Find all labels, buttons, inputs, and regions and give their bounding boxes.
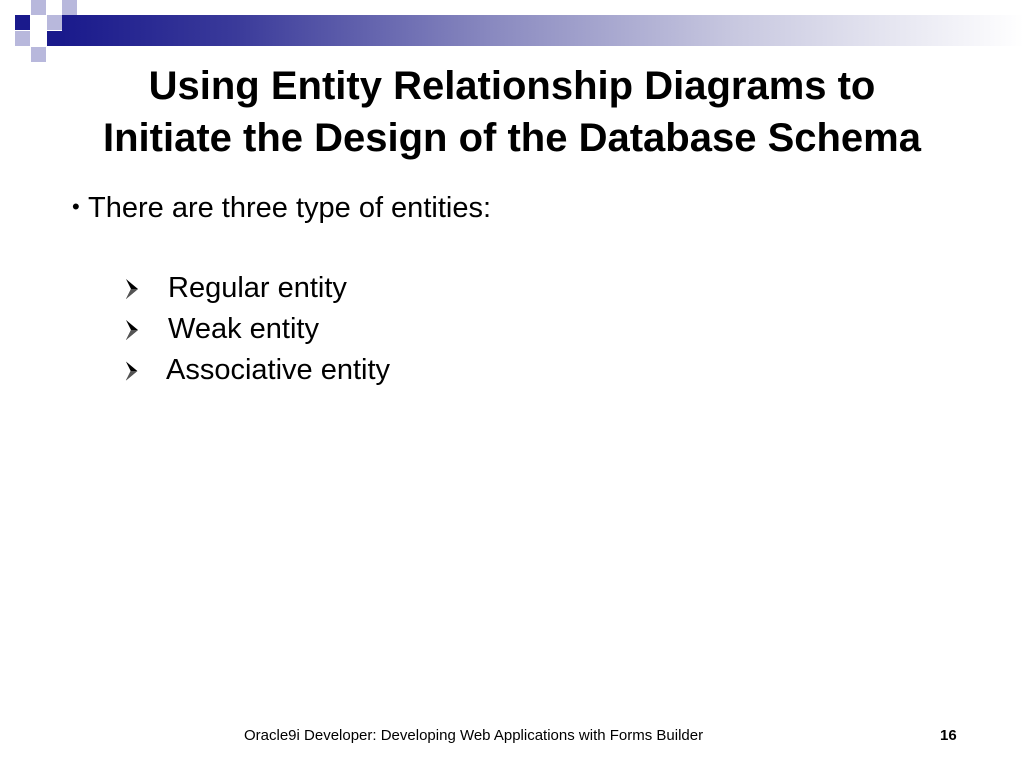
decorative-square	[47, 31, 62, 46]
decorative-square	[15, 31, 30, 46]
decorative-square	[47, 15, 62, 30]
list-item-label: Regular entity	[168, 272, 347, 304]
list-item-weak-entity	[124, 309, 390, 350]
decorative-square	[62, 0, 77, 15]
bullet-dot-icon: •	[72, 194, 80, 219]
entity-type-list	[124, 268, 390, 391]
list-item-label: Associative entity	[166, 354, 391, 386]
arrow-bullet-icon	[124, 274, 168, 304]
main-bullet	[72, 188, 491, 227]
slide-title	[0, 60, 1024, 164]
page-number: 16	[940, 727, 957, 744]
main-bullet-text: There are three type of entities:	[88, 192, 491, 224]
decorative-square	[31, 0, 46, 15]
footer-text: Oracle9i Developer: Developing Web Applications with Forms Builder	[244, 727, 704, 744]
arrow-bullet-icon	[124, 315, 168, 345]
list-item-regular-entity	[124, 268, 390, 309]
list-item-label: Weak entity	[168, 313, 319, 345]
list-item-associative-entity	[124, 350, 390, 391]
header-gradient-bar	[62, 15, 1024, 46]
slide-title-line-1: Using Entity Relationship Diagrams to	[148, 64, 876, 108]
arrow-bullet-icon	[124, 356, 166, 386]
slide-title-line-2: Initiate the Design of the Database Schema	[103, 116, 921, 160]
decorative-square	[15, 15, 30, 30]
